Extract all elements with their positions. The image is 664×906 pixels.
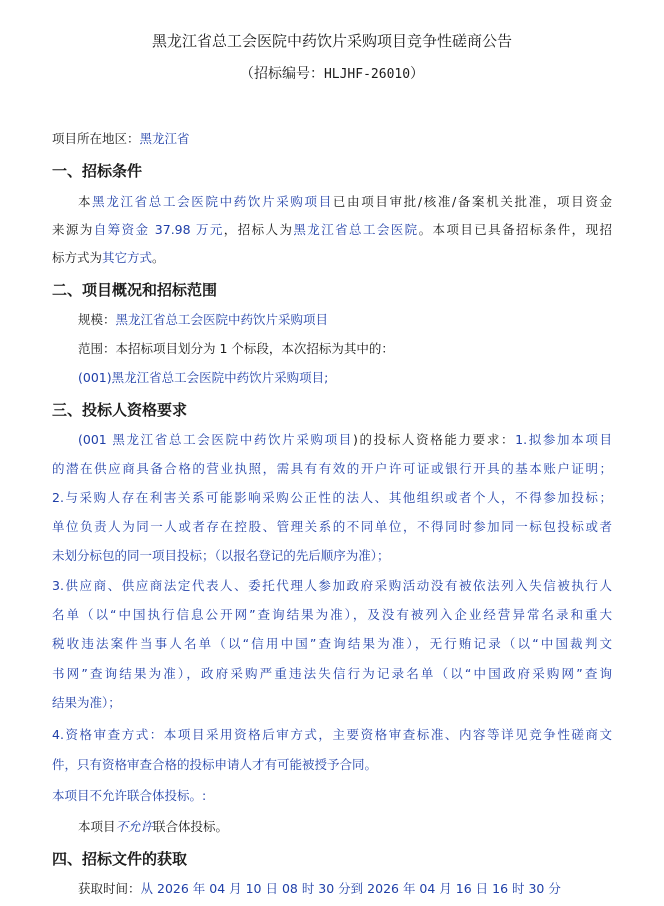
section-3-line-14	[78, 818, 638, 836]
section-3-line-9: 书网”查询结果为准），政府采购严重违法失信行为记录名单（以“中国政府采购网”查询	[52, 666, 612, 681]
tender-method: 其它方式	[102, 250, 153, 265]
section-2-range: 范围：本招标项目划分为 1 个标段，本次招标为其中的：	[78, 341, 394, 356]
section-3-line-5: 未划分标包的同一项目投标；（以报名登记的先后顺序为准）；	[52, 548, 390, 563]
text: 标方式为	[52, 250, 103, 265]
text: 。	[152, 250, 165, 265]
lot-name: (001 黑龙江省总工会医院中药饮片采购项目	[78, 432, 353, 447]
tender-number-prefix: （招标编号：	[239, 66, 324, 82]
fund-source: 自筹资金 37.98 万元	[93, 222, 224, 237]
section-3-line-3: 2.与采购人存在利害关系可能影响采购公正性的法人、其他组织或者个人，不得参加投标；	[52, 490, 612, 505]
joint-bid-value: 不允许	[115, 819, 154, 834]
section-1-line-2	[52, 221, 612, 239]
text: 已由项目审批/核准/备案机关批准，项目资金	[332, 194, 612, 209]
text: 来源为	[52, 222, 94, 237]
section-3-heading: 三、投标人资格要求	[52, 401, 188, 419]
section-3-line-13: 本项目不允许联合体投标。:	[52, 788, 207, 803]
time-value: 从 2026 年 04 月 10 日 08 时 30 分到 2026 年 04 月 16 日 16 时 30 分	[140, 881, 561, 896]
section-3-line-6: 3.供应商、供应商法定代表人、委托代理人参加政府采购活动没有被依法列入失信被执行人	[52, 578, 612, 593]
section-3-line-8: 税收违法案件当事人名单（以“信用中国”查询结果为准），无行贿记录（以“中国裁判文	[52, 636, 612, 651]
tender-number-code: HLJHF-26010	[323, 67, 411, 82]
requirement-text: 1.拟参加本项目	[515, 432, 612, 447]
section-3-line-4: 单位负责人为同一人或者存在控股、管理关系的不同单位，不得同时参加同一标包投标或者	[52, 519, 612, 534]
text: ，招标人为	[223, 222, 294, 237]
text: )的投标人资格能力要求：	[352, 432, 516, 447]
page-title: 黑龙江省总工会医院中药饮片采购项目竞争性磋商公告	[151, 32, 512, 50]
time-label: 获取时间：	[78, 881, 141, 896]
text: 联合体投标。	[153, 819, 229, 834]
scale-value: 黑龙江省总工会医院中药饮片采购项目	[115, 312, 329, 327]
project-name: 黑龙江省总工会医院中药饮片采购项目	[92, 194, 333, 209]
section-4-heading: 四、招标文件的获取	[52, 850, 188, 868]
tender-number	[0, 63, 664, 83]
section-3-line-7: 名单（以“中国执行信息公开网”查询结果为准），及没有被列入企业经营异常名录和重大	[52, 607, 612, 622]
region-label: 项目所在地区：	[52, 131, 140, 146]
tender-number-suffix: ）	[410, 66, 425, 82]
text: 本	[78, 194, 93, 209]
section-3-line-2: 的潜在供应商具备合格的营业执照，需具有有效的开户许可证或银行开具的基本账户证明；	[52, 461, 612, 476]
section-3-line-12: 件，只有资格审查合格的投标申请人才有可能被授予合同。	[52, 757, 378, 772]
section-2-lot: (001)黑龙江省总工会医院中药饮片采购项目;	[78, 370, 329, 385]
region-value: 黑龙江省	[139, 131, 190, 146]
section-4-time	[78, 880, 638, 898]
section-1-line-3	[52, 249, 612, 267]
section-1-heading: 一、招标条件	[52, 162, 143, 180]
section-3-line-1	[78, 431, 612, 449]
text: 。本项目已具备招标条件，现招	[418, 222, 612, 237]
project-region	[52, 130, 612, 148]
section-3-line-10: 结果为准）；	[52, 695, 121, 710]
section-2-heading: 二、项目概况和招标范围	[52, 281, 218, 299]
scale-label: 规模：	[78, 312, 116, 327]
section-1-line-1	[78, 193, 612, 211]
tenderer-name: 黑龙江省总工会医院	[293, 222, 419, 237]
text: 本项目	[78, 819, 116, 834]
section-3-line-11: 4.资格审查方式：本项目采用资格后审方式，主要资格审查标准、内容等详见竞争性磋商文	[52, 727, 612, 742]
section-2-scale	[78, 311, 638, 329]
